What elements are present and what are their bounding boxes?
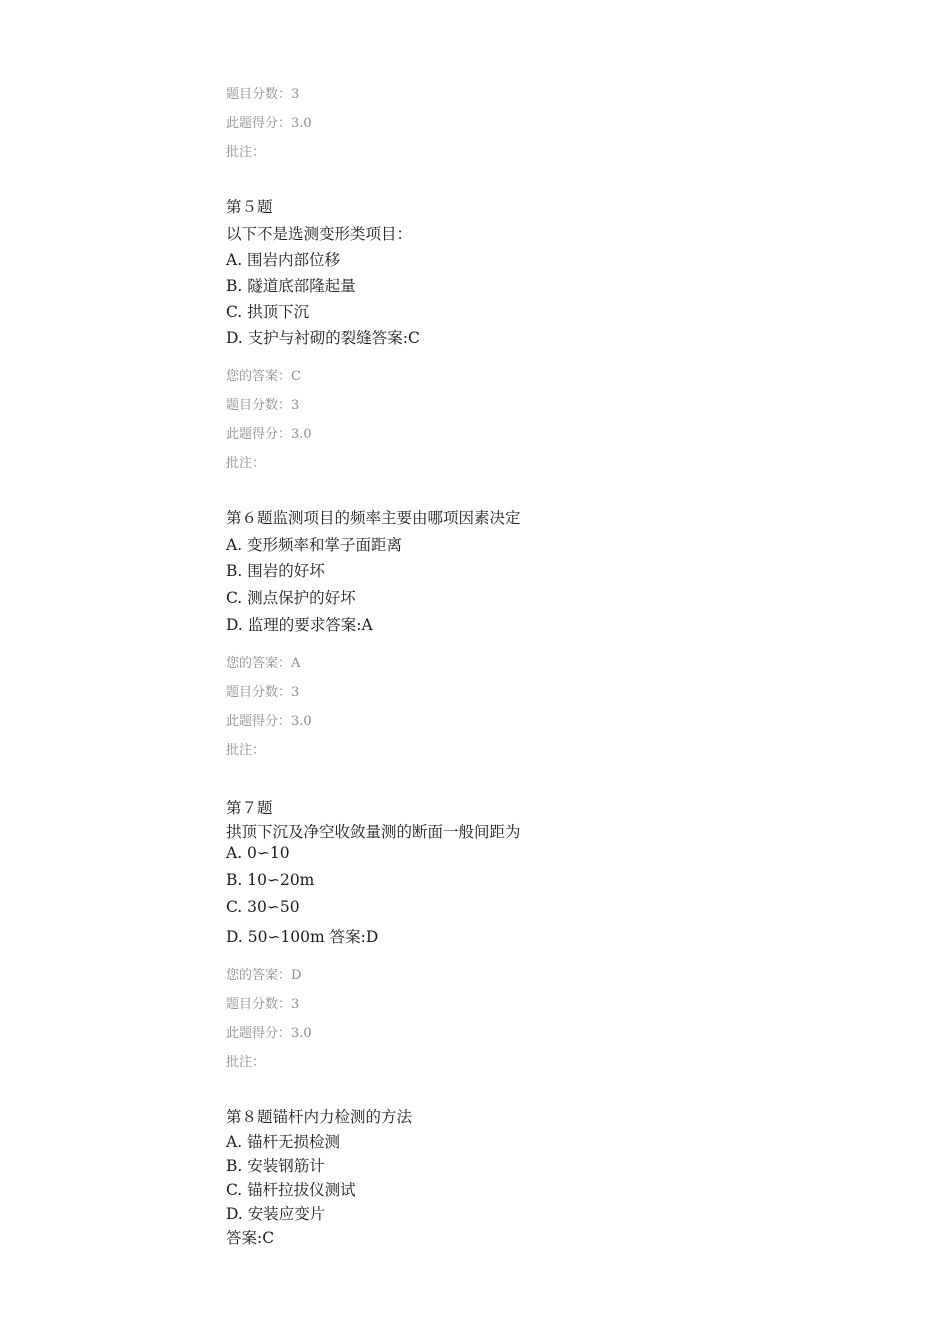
question-6-comment: 批注：: [226, 743, 266, 758]
question-5-got-score: 此题得分：3.0: [226, 427, 312, 442]
question-6-stem: 第６题监测项目的频率主要由哪项因素决定: [226, 509, 521, 527]
question-8-stem: 第８题锚杆内力检测的方法: [226, 1108, 413, 1126]
got-score-label: 此题得分：3.0: [226, 116, 312, 131]
question-6-option-c: C. 测点保护的好坏: [226, 589, 356, 607]
question-7-option-b: B. 10∽20m: [226, 871, 315, 889]
question-7-option-d: D. 50∽100m 答案:D: [226, 928, 379, 946]
question-7-comment: 批注：: [226, 1055, 266, 1070]
question-5-stem: 以下不是选测变形类项目：: [226, 225, 413, 243]
question-5-option-a: A. 围岩内部位移: [226, 251, 341, 269]
question-7-option-c: C. 30∽50: [226, 898, 300, 916]
question-5-your-answer: 您的答案：C: [226, 369, 301, 384]
question-5-comment: 批注：: [226, 456, 266, 471]
question-5-score: 题目分数：3: [226, 398, 300, 413]
question-7-got-score: 此题得分：3.0: [226, 1026, 312, 1041]
question-5-option-c: C. 拱顶下沉: [226, 303, 310, 321]
question-8-option-d: D. 安装应变片: [226, 1205, 326, 1223]
question-7-option-a: A. 0∽10: [226, 844, 290, 862]
question-7-title: 第７题: [226, 799, 273, 817]
question-7-your-answer: 您的答案：D: [226, 968, 302, 983]
question-7-score: 题目分数：3: [226, 997, 300, 1012]
score-label: 题目分数：3: [226, 87, 300, 102]
question-5-title: 第５题: [226, 198, 273, 216]
question-6-got-score: 此题得分：3.0: [226, 714, 312, 729]
question-6-your-answer: 您的答案：A: [226, 656, 301, 671]
comment-label: 批注：: [226, 145, 266, 160]
question-5-option-d: D. 支护与衬砌的裂缝答案:C: [226, 329, 420, 347]
question-6-option-a: A. 变形频率和掌子面距离: [226, 536, 403, 554]
question-7-stem: 拱顶下沉及净空收敛量测的断面一般间距为: [226, 823, 521, 841]
question-8-option-a: A. 锚杆无损检测: [226, 1133, 341, 1151]
question-8-option-b: B. 安装钢筋计: [226, 1157, 325, 1175]
question-5-option-b: B. 隧道底部隆起量: [226, 277, 356, 295]
question-6-option-b: B. 围岩的好坏: [226, 562, 325, 580]
question-6-score: 题目分数：3: [226, 685, 300, 700]
question-8-answer: 答案:C: [226, 1229, 275, 1247]
question-6-option-d: D. 监理的要求答案:A: [226, 616, 373, 634]
question-8-option-c: C. 锚杆拉拔仪测试: [226, 1181, 356, 1199]
